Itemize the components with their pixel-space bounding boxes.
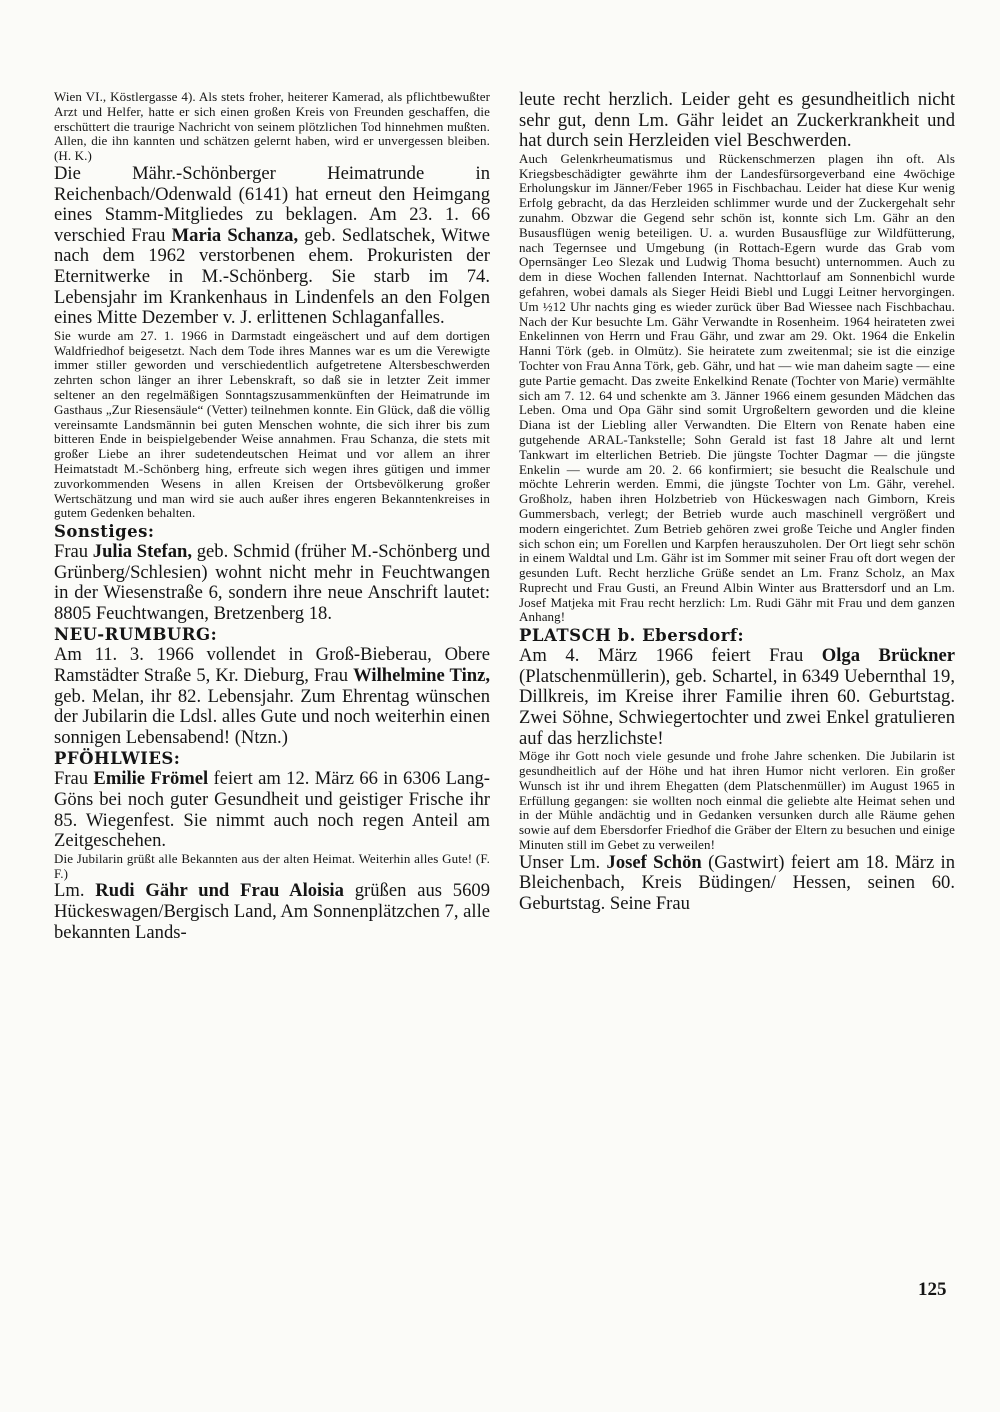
- small-paragraph: [519, 152, 955, 626]
- text-run: Die Jubilarin grüßt alle Bekannten aus der alten Heimat. Weiterhin alles Gute! (F. F.): [54, 850, 490, 881]
- left-column: [54, 90, 490, 943]
- body-paragraph: [519, 646, 955, 749]
- section-heading: [54, 521, 490, 542]
- name-emphasis: Josef Schön: [606, 851, 702, 873]
- section-heading: [54, 748, 490, 769]
- text-run: Sie wurde am 27. 1. 1966 in Darmstadt eingeäschert und auf dem dortigen Waldfriedhof beigesetzt. Nach dem Tode ihres Mannes war es um die Verewigte immer stiller geworden und verschiedentlich aufgetretene Altersbeschwerden zehrten schon länger an ihrer Lebenskraft, so daß sie in letzter Zeit immer seltener an den regelmäßigen Sonntagszusammenkünften der Heimatrunde im Gasthaus „Zur Riesensäule“ (Vetter) teilnehmen konnte. Ein Glück, daß die völlig vereinsamte Landsmännin bei guten Menschen wohnte, die sich ihrer bis zum bitteren Ende in beispielgebender Weise annahmen. Frau Schanza, die stets mit großer Liebe an ihrer sudetendeutschen Heimat und vor allem an ihrer Heimatstadt M.-Schönberg hing, erfreute sich wegen ihres gütigen und immer zuvorkommenden Wesens in allen Kreisen der Ortsbevölkerung großer Wertschätzung und man wird sie auch außer ihres engeren Bekanntenkreises in gutem Gedenken behalten.: [54, 327, 490, 521]
- name-emphasis: Olga Brückner: [821, 645, 955, 667]
- text-run: Wien VI., Köstlergasse 4). Als stets froher, heiterer Kamerad, als pflichtbewußter Arzt und Helfer, hatte er sich einen großen Kreis von Freunden geschaffen, die erschüttert die traurige Nachricht von seinem plötzlichen Tod hinnehmen mußten. Allen, die ihn kannten und schätzen gelernt haben, wird er unvergessen bleiben. (H. K.): [54, 90, 490, 164]
- body-paragraph: [519, 853, 955, 915]
- body-paragraph: [519, 90, 955, 152]
- body-paragraph: [54, 164, 490, 329]
- body-paragraph: [54, 881, 490, 943]
- small-paragraph: [54, 329, 490, 521]
- text-run: NEU-RUMBURG:: [54, 625, 218, 645]
- name-emphasis: Rudi Gähr und Frau Aloisia: [95, 880, 344, 902]
- text-run: feiert am 12. März 66 in 6306 Lang-Göns bei noch guter Gesundheit und geistiger Frische ihr 85. Wiegenfest. Sie nimmt auch noch regen Anteil am Zeitgeschehen.: [54, 768, 490, 852]
- text-run: Frau: [54, 768, 94, 790]
- text-run: Am 4. März 1966 feiert Frau: [519, 645, 822, 667]
- small-paragraph: [519, 749, 955, 853]
- text-run: Die Mähr.-Schönberger Heimatrunde in Reichenbach/Odenwald (6141) hat erneut den Heimgang eines Stamm-Mitgliedes zu beklagen. Am 23. 1. 66 verschied Frau: [54, 162, 490, 246]
- body-paragraph: [54, 645, 490, 748]
- name-emphasis: Julia Stefan,: [92, 541, 193, 563]
- name-emphasis: Wilhelmine Tinz,: [353, 665, 490, 687]
- text-run: geb. Schmid (früher M.-Schönberg und Grünberg/Schlesien) wohnt nicht mehr in Feuchtwangen in der Wiesenstraße 6, sondern ihre neue Anschrift lautet: 8805 Feuchtwangen, Bretzenberg 18.: [54, 541, 490, 624]
- text-run: Unser Lm.: [519, 851, 607, 873]
- text-run: Am 11. 3. 1966 vollendet in Groß-Bieberau, Obere Ramstädter Straße 5, Kr. Dieburg, Frau: [54, 644, 490, 687]
- text-run: PFÖHLWIES:: [54, 749, 181, 769]
- text-run: Lm.: [54, 880, 96, 902]
- body-paragraph: [54, 769, 490, 851]
- text-run: leute recht herzlich. Leider geht es gesundheitlich nicht sehr gut, denn Lm. Gähr leidet an Zuckerkrankheit und hat durch sein Herzleiden viel Beschwerden.: [519, 90, 955, 152]
- text-run: Möge ihr Gott noch viele gesunde und frohe Jahre schenken. Die Jubilarin ist gesundheitlich auf der Höhe und hat ihren Humor nicht verloren. Ein großer Wunsch ist ihr und ihrem Ehegatten (dem Platschenmüller) im August 1965 in Erfüllung gegangen: sie wollten noch einmal die geliebte alte Heimat sehen und in der Mühle andächtig und in Gedanken versunken durch alle Räume gehen sowie auf dem Ebersdorfer Friedhof die Gräber der Eltern zu besuchen und einige Minuten still im Gebet zu verweilen!: [519, 748, 955, 853]
- page-number: 125: [918, 1279, 947, 1300]
- text-run: PLATSCH b. Ebersdorf:: [519, 626, 745, 646]
- text-run: Sonstiges:: [54, 522, 155, 542]
- section-heading: [519, 625, 955, 646]
- text-run: grüßen aus 5609 Hückeswagen/Bergisch Land, Am Sonnenplätzchen 7, alle bekannten Lands-: [54, 880, 490, 943]
- name-emphasis: Maria Schanza,: [171, 224, 299, 246]
- name-emphasis: Emilie Frömel: [93, 768, 209, 790]
- body-paragraph: [54, 542, 490, 624]
- text-run: Auch Gelenkrheumatismus und Rückenschmerzen plagen ihn oft. Als Kriegsbeschädigter gewährte ihm der Landesfürsorgeverband eine 4wöchige Erholungskur im Jänner/Feber 1965 in Fischbachau. Leider hat diese Kur wenig Erfolg gebracht, da das Herzleiden schlimmer wurde und der Zuckergehalt sehr zunahm. Obzwar die Gegend sehr schön ist, konnte sich Lm. Gähr an den Busausflügen wenig beteiligen. U. a. wurden Busausflüge zur Wildfütterung, nach Tegernsee und Umgebung (in Rottach-Egern wurde das Grab vom Opernsänger Leo Slezak und Ludwig Thoma besucht) unternommen. Auch zu dem in diese Wochen fallenden Internat. Nachttorlauf am Sonnenbichl wurde gefahren, wobei damals als Sieger Heidi Biebl und Luggi Leitner hervorgingen. Um ½12 Uhr nachts ging es wieder zurück über Bad Wiessee nach Fischbachau. Nach der Kur besuchte Lm. Gähr Verwandte in Rosenheim. 1964 heirateten zwei Enkelinnen von Herrn und Frau Gähr, und zwar am 29. Okt. 1964 die Enkelin Hanni Törk (geb. in Olmütz). Sie heiratete zum zweitenmal; sie ist die einzige Tochter von Frau Anna Törk, geb. Gähr, und hat — wie man daheim sagte — eine gute Partie gemacht. Das zweite Enkelkind Renate (Tochter von Marie) vermählte sich am 7. 12. 64 und schenkte am 3. Jänner 1966 einem gesunden Mädchen das Leben. Oma und Opa Gähr sind somit Urgroßeltern geworden und die kleine Diana ist der Liebling aller Verwandten. Die Eltern von Renate haben eine gutgehende ARAL-Tankstelle; Sohn Gerald ist fast 18 Jahre alt und lernt Tankwart im elterlichen Betrieb. Die jüngste Tochter Dagmar — die jüngste Enkelin — wurde am 20. 2. 66 konfirmiert; sie besucht die Realschule und möchte Lehrerin werden. Emmi, die jüngste Tochter von Lm. Gähr, verehel. Großholz, haben ihren Holzbetrieb von Hückeswagen nach Gimborn, Kreis Gummersbach, verlegt; der Betrieb wurde auch maschinell vergrößert und modern eingerichtet. Zum Betrieb gehören zwei große Teiche und Angler finden sich schon ein; um Forellen und Karpfen herauszuholen. Der Ort liegt sehr schön in einem Waldtal und Lm. Gähr ist im Sommer mit seiner Frau oft dort wegen der gesunden Luft. Recht herzliche Grüße sendet an Lm. Franz Scholz, an Max Ruprecht und Frau Gusti, an Freund Albin Winter aus Brattersdorf und an Lm. Josef Matjeka mit Frau recht herzlich: Lm. Rudi Gähr mit Frau und dem ganzen Anhang!: [519, 150, 955, 625]
- text-run: (Platschenmüllerin), geb. Schartel, in 6349 Uebernthal 19, Dillkreis, im Kreise ihrer Familie ihren 60. Geburtstag. Zwei Söhne, Schwiegertochter und zwei Enkel gratulieren auf das herzlichste!: [519, 665, 955, 749]
- text-run: geb. Sedlatschek, Witwe nach dem 1962 verstorbenen ehem. Prokuristen der Eternitwerke in M.-Schönberg. Sie starb im 74. Lebensjahr im Krankenhaus in Lindenfels an den Folgen eines Mitte Dezember v. J. erlittenen Schlaganfalles.: [54, 224, 490, 329]
- small-paragraph: [54, 90, 490, 164]
- text-run: Frau: [54, 541, 93, 563]
- right-column: [519, 90, 955, 915]
- text-run: (Gastwirt) feiert am 18. März in Bleichenbach, Kreis Büdingen/ Hessen, seinen 60. Geburtstag. Seine Frau: [519, 851, 955, 915]
- small-paragraph: [54, 852, 490, 882]
- section-heading: [54, 624, 490, 645]
- text-run: geb. Melan, ihr 82. Lebensjahr. Zum Ehrentag wünschen der Jubilarin die Ldsl. alles Gute und noch weiterhin einen sonnigen Lebensabend! (Ntzn.): [54, 685, 490, 748]
